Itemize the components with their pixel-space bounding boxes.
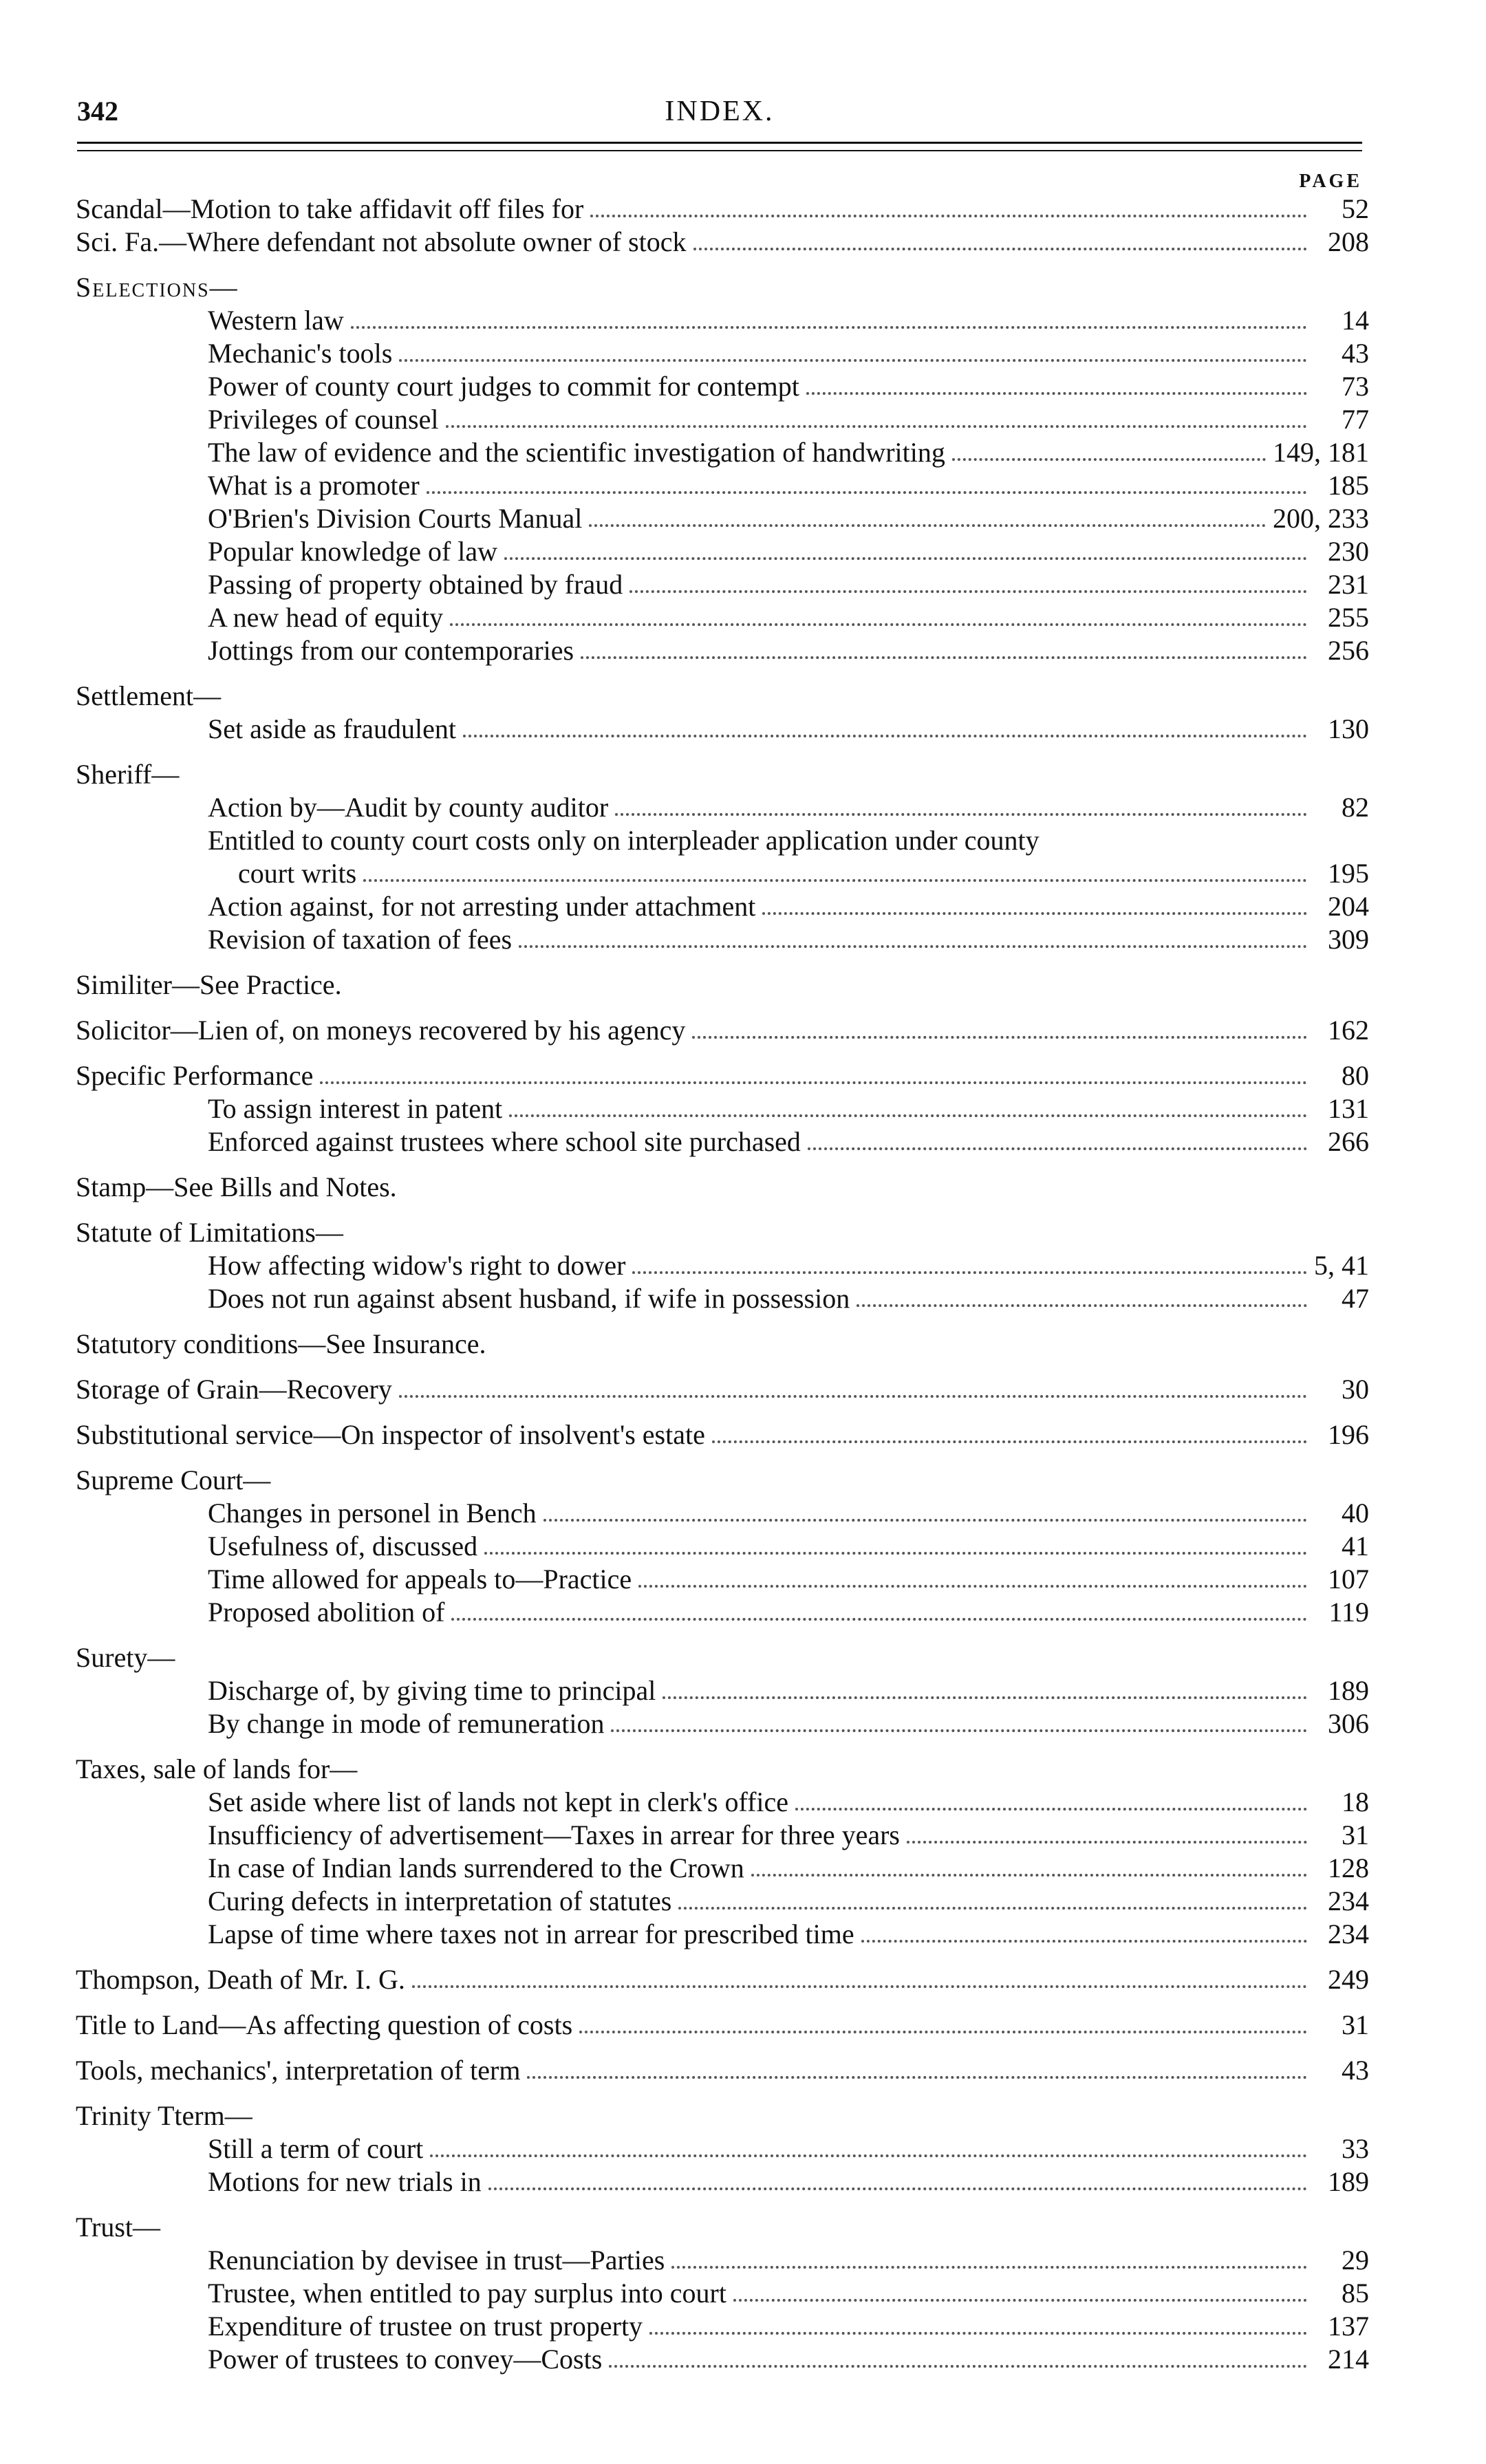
entry-text: Entitled to county court costs only on interpleader application under county [208,825,1040,856]
entry-text: Power of trustees to convey—Costs [208,2344,603,2375]
entry-page: 214 [1328,2344,1369,2375]
entry-text: Motions for new trials in [208,2166,482,2197]
index-subentry [76,2132,1369,2165]
dot-leader [399,1395,1307,1398]
entry-text: Selections— [76,272,239,303]
entry-text: Sheriff— [76,759,180,790]
index-subentry [76,1282,1369,1315]
entry-text: Popular knowledge of law [208,536,498,567]
entry-text: The law of evidence and the scientific investigation of handwriting [208,437,945,468]
dot-leader [649,2332,1307,2335]
index-heading [76,758,1369,791]
index-subentry [76,1819,1369,1852]
index-subentry [76,2343,1369,2376]
entry-text: Discharge of, by giving time to principal [208,1675,656,1706]
entry-text: Power of county court judges to commit for contempt [208,371,799,402]
index-subentry [76,1249,1369,1282]
entry-text: Privileges of counsel [208,404,439,435]
entry-text: Enforced against trustees where school site purchased [208,1126,801,1157]
index-subentry [76,469,1369,502]
entry-text: Similiter—See Practice. [76,969,342,1000]
index-heading [76,1014,1369,1047]
entry-text: Time allowed for appeals to—Practice [208,1564,632,1595]
entry-page: 41 [1342,1531,1369,1561]
index-subentry [76,1497,1369,1530]
entry-text: In case of Indian lands surrendered to the Crown [208,1852,744,1883]
entry-page: 189 [1328,1675,1369,1706]
dot-leader [663,1696,1307,1699]
index-subentry [76,713,1369,746]
entry-text: Title to Land—As affecting question of costs [76,2009,573,2040]
index-heading [76,1464,1369,1497]
index-subentry [76,568,1369,601]
entry-text: Still a term of court [208,2133,424,2164]
entry-page: 196 [1328,1419,1369,1450]
index-subentry [76,304,1369,337]
dot-leader [451,1618,1307,1621]
dot-leader [488,2187,1307,2190]
entry-page: 200, 233 [1273,503,1369,534]
entry-text: Revision of taxation of fees [208,924,513,955]
dot-leader [857,1304,1307,1307]
dot-leader [579,2031,1307,2033]
entry-text: What is a promoter [208,470,420,501]
entry-text: Action against, for not arresting under attachment [208,891,756,922]
page-header [77,95,1362,136]
dot-leader [450,623,1307,626]
entry-text: Insufficiency of advertisement—Taxes in arrear for three years [208,1819,900,1850]
dot-leader [952,458,1266,461]
index-heading [76,969,1369,1002]
entry-page: 306 [1328,1708,1369,1739]
index-subentry [76,791,1369,824]
index-subentry [76,2165,1369,2198]
index-subentry [76,337,1369,370]
dot-leader [320,1081,1307,1084]
entry-page: 231 [1328,569,1369,600]
entry-text: Proposed abolition of [208,1597,445,1628]
index-subentry [76,1530,1369,1563]
index-heading [76,1641,1369,1674]
dot-leader [638,1585,1307,1588]
page-column-label: PAGE [1299,171,1362,192]
entry-page: 309 [1328,924,1369,955]
entry-page: 73 [1342,371,1369,402]
entry-text: Settlement— [76,680,222,711]
entry-text: Stamp—See Bills and Notes. [76,1171,397,1202]
dot-leader [351,326,1307,329]
dot-leader [751,1874,1307,1877]
entry-page: 40 [1342,1498,1369,1528]
entry-page: 189 [1328,2166,1369,2197]
index-heading [76,1373,1369,1406]
index-heading [76,2211,1369,2244]
entry-page: 33 [1342,2133,1369,2164]
entry-text: Usefulness of, discussed [208,1531,478,1561]
dot-leader [692,1036,1307,1039]
entry-text: Jottings from our contemporaries [208,635,574,666]
dot-leader [527,2076,1307,2079]
index-subentry [76,1092,1369,1125]
entry-page: 195 [1328,858,1369,889]
dot-leader [762,912,1307,915]
entry-text: How affecting widow's right to dower [208,1250,626,1281]
entry-page: 234 [1328,1919,1369,1949]
entry-text: Solicitor—Lien of, on moneys recovered by his agency [76,1015,686,1046]
index-subentry [76,923,1369,956]
entry-page: 31 [1342,2009,1369,2040]
index-heading [76,2099,1369,2132]
entry-text: Sci. Fa.—Where defendant not absolute owner of stock [76,226,687,257]
dot-leader [430,2154,1307,2157]
index-heading [76,680,1369,713]
entry-text: Changes in personel in Bench [208,1498,537,1528]
header-rule-bottom [77,150,1362,151]
entry-page: 31 [1342,1819,1369,1850]
dot-leader [806,392,1307,395]
entry-text: Mechanic's tools [208,338,393,369]
dot-leader [504,557,1307,560]
entry-page: 119 [1328,1597,1369,1628]
entry-text: Set aside where list of lands not kept in clerk's office [208,1786,789,1817]
dot-leader [581,656,1307,659]
index-heading [76,193,1369,226]
index-subentry [76,535,1369,568]
index-subentry [76,634,1369,667]
entry-text: O'Brien's Division Courts Manual [208,503,583,534]
dot-leader [609,2365,1307,2368]
entry-text: Tools, mechanics', interpretation of term [76,2055,521,2086]
entry-page: 128 [1328,1852,1369,1883]
entry-page: 80 [1342,1060,1369,1091]
index-heading [76,1059,1369,1092]
dot-leader [733,2299,1307,2302]
entry-page: 185 [1328,470,1369,501]
entry-text: Statute of Limitations— [76,1217,343,1248]
dot-leader [589,524,1266,527]
index-subentry [76,403,1369,436]
index-subentry [76,502,1369,535]
entry-text: Set aside as fraudulent [208,713,456,744]
dot-leader [615,813,1307,816]
entry-text: Scandal—Motion to take affidavit off files for [76,193,584,224]
index-heading [76,2009,1369,2042]
entry-text: Trust— [76,2212,161,2243]
dot-leader [671,2266,1307,2269]
entry-page: 204 [1328,891,1369,922]
header-rule-top [77,142,1362,144]
index-heading [76,2054,1369,2087]
dot-leader [363,879,1307,882]
dot-leader [446,425,1308,428]
entry-page: 162 [1328,1015,1369,1046]
entry-page: 47 [1342,1283,1369,1314]
entry-page: 208 [1328,226,1369,257]
entry-text: Curing defects in interpretation of statutes [208,1885,672,1916]
entry-text: Trinity Tterm— [76,2100,252,2131]
entry-text: court writs [238,858,357,889]
entry-text: Taxes, sale of lands for— [76,1753,358,1784]
entry-page: 249 [1328,1964,1369,1995]
entry-text: Specific Performance [76,1060,314,1091]
entry-page: 255 [1328,602,1369,633]
index-subentry [76,1852,1369,1885]
index-subentry [76,1707,1369,1740]
dot-leader [412,1985,1307,1988]
index-subentry [76,370,1369,403]
entry-page: 85 [1342,2278,1369,2309]
dot-leader [590,215,1307,217]
dot-leader [629,590,1307,593]
entry-text: Storage of Grain—Recovery [76,1374,392,1405]
dot-leader [543,1519,1307,1522]
entry-text: Passing of property obtained by fraud [208,569,623,600]
dot-leader [399,359,1307,362]
entry-text: Statutory conditions—See Insurance. [76,1328,486,1359]
index-subentry [76,1918,1369,1951]
index-heading [76,1418,1369,1451]
entry-text: Substitutional service—On inspector of insolvent's estate [76,1419,705,1450]
entry-page: 52 [1342,193,1369,224]
entry-text: Surety— [76,1642,175,1673]
index-subentry [76,601,1369,634]
entry-page: 30 [1342,1374,1369,1405]
index-subentry [76,436,1369,469]
entry-text: Thompson, Death of Mr. I. G. [76,1964,405,1995]
entry-text: Trustee, when entitled to pay surplus into court [208,2278,726,2309]
running-title: INDEX. [665,96,775,127]
dot-leader [678,1907,1307,1910]
entry-page: 14 [1342,305,1369,336]
index-heading [76,271,1369,304]
index-subentry [76,1674,1369,1707]
index-heading [76,1753,1369,1786]
index-heading [76,1963,1369,1996]
index-subentry [76,1596,1369,1629]
entry-page: 131 [1328,1093,1369,1124]
dot-leader [795,1808,1307,1811]
dot-leader [463,735,1307,737]
dot-leader [712,1440,1307,1443]
index-subentry [76,1885,1369,1918]
index-subentry [76,824,1369,857]
entry-page: 130 [1328,713,1369,744]
page-number: 342 [77,96,118,127]
entry-page: 234 [1328,1885,1369,1916]
dot-leader [519,945,1307,948]
index-subentry [76,890,1369,923]
entry-text: A new head of equity [208,602,444,633]
entry-page: 5, 41 [1314,1250,1369,1281]
index-subentry [76,1563,1369,1596]
index-heading [76,226,1369,259]
dot-leader [907,1841,1307,1844]
entry-text: Expenditure of trustee on trust property [208,2311,643,2342]
index-subentry [76,1125,1369,1158]
entry-text: Western law [208,305,344,336]
entry-page: 43 [1342,2055,1369,2086]
dot-leader [611,1729,1307,1732]
entry-text: Lapse of time where taxes not in arrear for prescribed time [208,1919,854,1949]
index-entries [76,193,1369,2376]
entry-page: 43 [1342,338,1369,369]
entry-text: To assign interest in patent [208,1093,503,1124]
index-subentry [76,2277,1369,2310]
entry-page: 149, 181 [1273,437,1369,468]
dot-leader [632,1271,1307,1274]
index-heading [76,1328,1369,1361]
entry-page: 266 [1328,1126,1369,1157]
dot-leader [427,491,1307,494]
entry-page: 77 [1342,404,1369,435]
index-subentry [76,2244,1369,2277]
entry-page: 137 [1328,2311,1369,2342]
entry-page: 256 [1328,635,1369,666]
entry-text: Supreme Court— [76,1465,271,1495]
index-heading [76,1216,1369,1249]
dot-leader [509,1114,1307,1117]
entry-page: 82 [1342,792,1369,823]
entry-text: By change in mode of remuneration [208,1708,605,1739]
entry-text: Renunciation by devisee in trust—Parties [208,2245,665,2276]
index-subentry [76,1786,1369,1819]
entry-text: Does not run against absent husband, if wife in possession [208,1283,850,1314]
dot-leader [808,1147,1307,1150]
entry-page: 18 [1342,1786,1369,1817]
dot-leader [861,1940,1307,1943]
dot-leader [484,1552,1307,1555]
index-subentry [76,857,1369,890]
dot-leader [693,248,1307,250]
index-subentry [76,2310,1369,2343]
entry-page: 230 [1328,536,1369,567]
entry-text: Action by—Audit by county auditor [208,792,609,823]
entry-page: 107 [1328,1564,1369,1595]
index-heading [76,1171,1369,1204]
entry-page: 29 [1342,2245,1369,2276]
